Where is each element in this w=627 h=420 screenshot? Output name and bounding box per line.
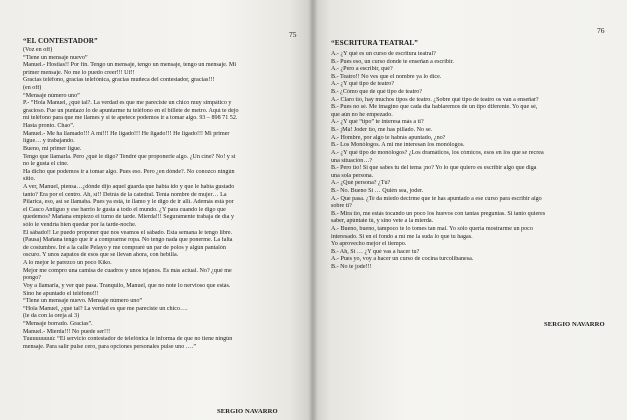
text-line: B.- Pues eso, un curso donde te enseñan a escribir. <box>331 58 454 65</box>
text-line: A.- ¿Y qué es un curso de escritura teatral? <box>331 51 436 57</box>
text-line: oscuro. Y unos zapatos de esos que se llevan ahora, con hebilla. <box>23 252 179 259</box>
text-line: el Casco Antiguo y ese barrio le gusta a todo el mundo. ¿Y para cuando le digo que <box>23 206 226 213</box>
text-line: sobre ti? <box>331 203 352 210</box>
text-line: “Hola Manuel, ¿qué tal? La verdad es que me pareciste un chico…. <box>23 305 188 312</box>
text-line: A.- Hombre, por algo te habrás apuntado, ¿no? <box>331 134 446 141</box>
text-line: Hasta pronto. Chao”. <box>23 123 75 130</box>
text-line: Mejor me compro una camisa de cuadros y unos tejanos. Es más actual. No? ¿qué me <box>23 267 232 274</box>
text-line: Tengo que llamarla. Pero ¿qué le digo? Tendré que proponerle algo. ¿Un cine? No! y si <box>23 153 236 160</box>
text-line: Manuel.- Me ha llamado!!! A mí!!! He ligado!!! He ligado!!! He ligado!!! Mi primer <box>23 130 230 137</box>
text-line: mensaje. Para salir pulse cero, para opciones personales pulse uno ….” <box>23 343 197 350</box>
body-text <box>23 47 295 351</box>
text-line: que aún no he empezado. <box>331 111 393 118</box>
text-line: El sábado!! Le puedo proponer que nos veamos el sábado. Esta semana le tengo libre. <box>23 229 233 236</box>
text-line: “Mensaje número uno” <box>23 92 80 99</box>
text-line: B.- Pero tío! Si que sabes tu del tema ¡no? Yo lo que quiero es escribir algo que diga <box>331 165 537 172</box>
text-line: (Pausa) Mañana tengo que ir a comprarme ropa. No tengo nada que ponerme. La falta <box>23 237 233 244</box>
text-line: B.- Ah, Si … ¿Y qué vas a hacer tu? <box>331 248 420 255</box>
text-line: B.- No. Bueno Si … Quién sea, joder. <box>331 187 424 194</box>
text-line: Gracias teléfono, gracias telefónica, gracias muñeca del contestador, gracias!!! <box>23 77 215 84</box>
text-line: de costumbre. Iré a la calle Pelayo y me compraré un par de polos y algún pantalón <box>23 244 226 251</box>
text-line: A.- ¿Y qué tipo de monólogos? ¿Los dramáticos, los cómicos, esos en los que se recrea <box>331 149 544 156</box>
text-line: Bueno, mi primer ligue. <box>23 145 82 152</box>
text-line: no le gusta el cine. <box>23 161 69 168</box>
page-title: “ESCRITURA TEATRAL” <box>331 39 418 47</box>
text-line: quedemos? Mañana empiezo el turno de tarde. Mierda!!! Seguramente trabaja de día y <box>23 214 234 221</box>
text-line: primer mensaje. No me lo puedo creer!!! Uf!! <box>23 69 135 76</box>
text-line: B.- ¿Cómo que de qué tipo de teatro? <box>331 89 423 96</box>
text-line: sólo le vendría bien quedar por la tarde-noche. <box>23 222 137 229</box>
page-number: 76 <box>597 26 605 35</box>
text-line: A.- ¿Y qué “tipo” te interesa más a ti? <box>331 119 424 126</box>
text-line: interesado. Si en el fondo a mí me la suda lo que tu hagas. <box>331 233 473 240</box>
text-line: A.- Que pasa. ¿Te da miedo decirme que te has apuntado a ese curso para escribir algo <box>331 195 542 202</box>
text-line: A lo mejor le parezco un poco Kiko. <box>23 260 112 267</box>
left-page <box>0 0 311 420</box>
text-line: Manuel.- Hostias!! Por fin. Tengo un mensaje, tengo un mensaje, tengo un mensaje. Mi <box>23 62 237 69</box>
text-line: A.- ¿Qué persona? ¿Tú? <box>331 180 391 187</box>
text-line: ligue… y trabajando. <box>23 138 75 145</box>
body-text <box>331 51 606 272</box>
text-line: P.- “Hola Manuel, ¿qué tal?. La verdad es que me pareciste un chico muy simpático y <box>23 100 232 107</box>
text-line: pongo? <box>23 275 41 282</box>
text-line: A ver, Manuel, piensa…¿dónde dijo aquel guarda que había ido y que le había gustado <box>23 183 235 190</box>
text-line: Ha dicho que podemos ir a tomar algo. Pues eso. Pero ¿en dónde?. No conozco ningún <box>23 168 235 175</box>
text-line: A.- Claro tío, hay muchos tipos de teatro. ¿Sobre qué tipo de teatro os van a enseñar? <box>331 96 539 103</box>
text-line: B.- Mira tío, me estás tocando un poco los huevos con tantas preguntas. Si tanto quieres <box>331 210 546 217</box>
text-line: una sola persona. <box>331 172 374 179</box>
text-line: B.- No te jode!!! <box>331 264 372 271</box>
text-line: “Tiene un mensaje nuevo” <box>23 54 88 61</box>
text-line: “Mensaje borrado. Gracias”. <box>23 320 93 327</box>
text-line: A.- ¿Y qué tipo de teatro? <box>331 81 395 88</box>
right-page <box>311 0 627 420</box>
text-line: Voy a llamarla, y ver qué pasa. Tranquilo, Manuel, que no note lo nervioso que estás. <box>23 282 231 289</box>
author-signature: SERGIO NAVARRO <box>544 321 605 328</box>
text-line: Pilarica, eso, así se llamaba. Pues ya está, te llamo y le digo de ir allí. Además está por <box>23 199 234 206</box>
text-line: A.- Pues yo, voy a hacer un curso de cocina turcolibanesa. <box>331 256 474 263</box>
text-line: (le da con la oreja al 3) <box>23 313 80 320</box>
text-line: gracioso. Fue un puntazo lo de apuntarme tu teléfono en el billete de metro. Aquí te dejo <box>23 107 239 114</box>
text-line: Tuuuuuuuuú: “El servicio contestador de telefónica le informa de que no tiene ningún <box>23 336 233 343</box>
text-line: A.- Bueno, bueno, tampoco te lo tomes tan mal. Yo sólo quería mostrarme un poco <box>331 226 533 233</box>
text-line: B.- Pues no sé. Me imagino que cada día hablaremos de un tipo diferente. Yo que sé, <box>331 104 538 111</box>
text-line: mi teléfono para que me llames y si te apetece podemos ir a tomar algo. 93 – 898 71 52. <box>23 115 238 122</box>
text-line: Sino he apuntado el teléfono!!! <box>23 290 99 297</box>
text-line: B.- ¡Má! Joder tío, me has pillado. No se. <box>331 127 433 134</box>
page-number: 75 <box>289 30 297 39</box>
text-line: sitio. <box>23 176 36 183</box>
text-line: una situación…? <box>331 157 373 164</box>
text-line: tanto? Era por el centro. Ah, sí!! Detrás de la catedral. Tenía nombre de mujer… La <box>23 191 227 198</box>
author-signature: SERGIO NAVARRO <box>217 408 278 415</box>
text-line: (Voz en off) <box>23 47 53 53</box>
text-line: B.- Teatro!! No ves que el nombre ya lo dice. <box>331 73 442 80</box>
text-line: “Tiene un mensaje nuevo. Mensaje número uno” <box>23 298 143 305</box>
text-line: A.- ¿Pero a escribir, qué? <box>331 66 393 73</box>
text-line: B.- Los Monólogos. A mi me interesan los monólogos. <box>331 142 465 149</box>
text-line: Manuel.- Mierda!!! No puede ser!!! <box>23 328 111 335</box>
text-line: Yo aprovecho mejor el tiempo. <box>331 241 407 248</box>
text-line: saber, apúntate tú, y sino vete a la mierda. <box>331 218 434 225</box>
text-line: (en off) <box>23 85 42 92</box>
page-title: “EL CONTESTADOR” <box>23 37 98 45</box>
